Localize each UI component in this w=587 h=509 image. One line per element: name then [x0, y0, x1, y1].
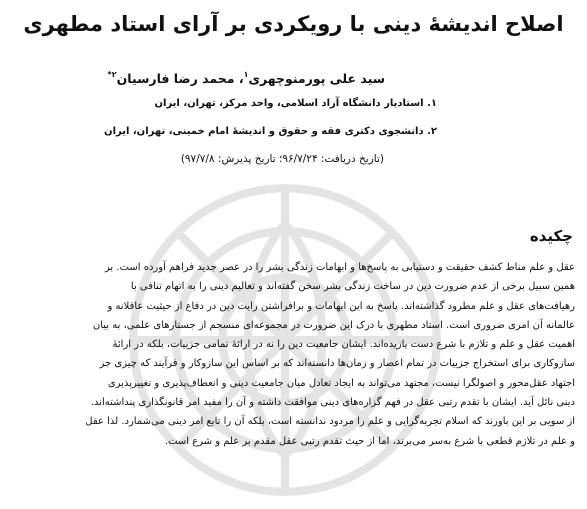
affiliation-2: ۲. دانشجوی دکتری فقه و حقوق و اندیشهٔ امام خمینی، تهران، ایران [104, 126, 437, 137]
author-1-affiliation-mark: ۱ [243, 70, 249, 79]
author-2-affiliation-mark: ۲* [107, 70, 117, 79]
abstract-line: اجتهاد عقل‌محور و اصولگرا نیست، مجتهد می‌تواند به ایجاد تعادل میان جامعیت دینی و انعطاف‌پذیری و تغییرپذیری [107, 377, 575, 389]
author-line [108, 66, 385, 88]
abstract-line: سازوکاری برای استخراج جزییات در تمام اعصار و زمان‌ها دانسته‌اند که بر اساس این سازوکار و فرآیند که چیزی جز [99, 358, 575, 370]
abstract-heading: چکیده [529, 227, 573, 245]
author-name-1: سید علی پورمنوچهری [248, 71, 385, 86]
author-name-2: محمد رضا فارسیان [116, 71, 235, 86]
abstract-line: از سویی بر این باورند که اسلام تجربه‌گرایی و علم را مردود ندانسته است، بلکه آن را تابع امر دینی می‌شمارد. لذا عقل [85, 416, 575, 428]
abstract-line: دینی نائل آید. ایشان با تقدم رتبی عقل در فهم گزاره‌های دینی موافقت داشته و آن را مفید امر قانونگذاری پنداشته‌اند. [90, 397, 575, 409]
abstract-line: رهیافت‌های عقل و علم مطرود گذاشته‌اند. پاسخ به این ابهامات و برافراشتن رایت دین در دفاع از حیثیت عاقلانه و [107, 300, 575, 312]
abstract-line: همین سبیل برخی از عدم ضرورت دین در ساخت زندگی بشر سخن گفته‌اند و تعالیم دینی را به اتهام تنافی با [130, 281, 575, 293]
abstract-line: عالمانه آن امری ضروری است. استاد مطهری با درک این ضرورت در مجموعه‌ای منسجم از جستارهای علمی، به بیان [92, 319, 575, 331]
abstract-body [9, 258, 575, 451]
affiliation-1: ۱. استادیار دانشگاه آزاد اسلامی، واحد مرکز، تهران، ایران [154, 98, 437, 109]
abstract-line: و علم در تلازم قطعی با شرع به‌سر می‌برند، اما از حیث تقدم رتبی عقل مقدم بر علم و شرع است. [164, 435, 575, 447]
article-title: اصلاح اندیشهٔ دینی با رویکردی بر آرای استاد مطهری [23, 12, 564, 36]
abstract-line: اهمیت عقل و علم و تلازم با شرع دست یازیده‌اند. ایشان جامعیت دین را نه در ارائهٔ تمامی جزییات، بلکه در ارائهٔ [112, 339, 575, 351]
abstract-line: عقل و علم مناط کشف حقیقت و دستیابی به پاسخ‌ها و ابهامات زندگی بشر را در عصر جدید فراهم آورده است. بر [104, 262, 575, 273]
received-accepted-dates: (تاریخ دریافت: ۹۶/۷/۲۴؛ تاریخ پذیرش: ۹۷/۷/۸) [180, 153, 384, 165]
author-separator: ، [234, 71, 244, 86]
